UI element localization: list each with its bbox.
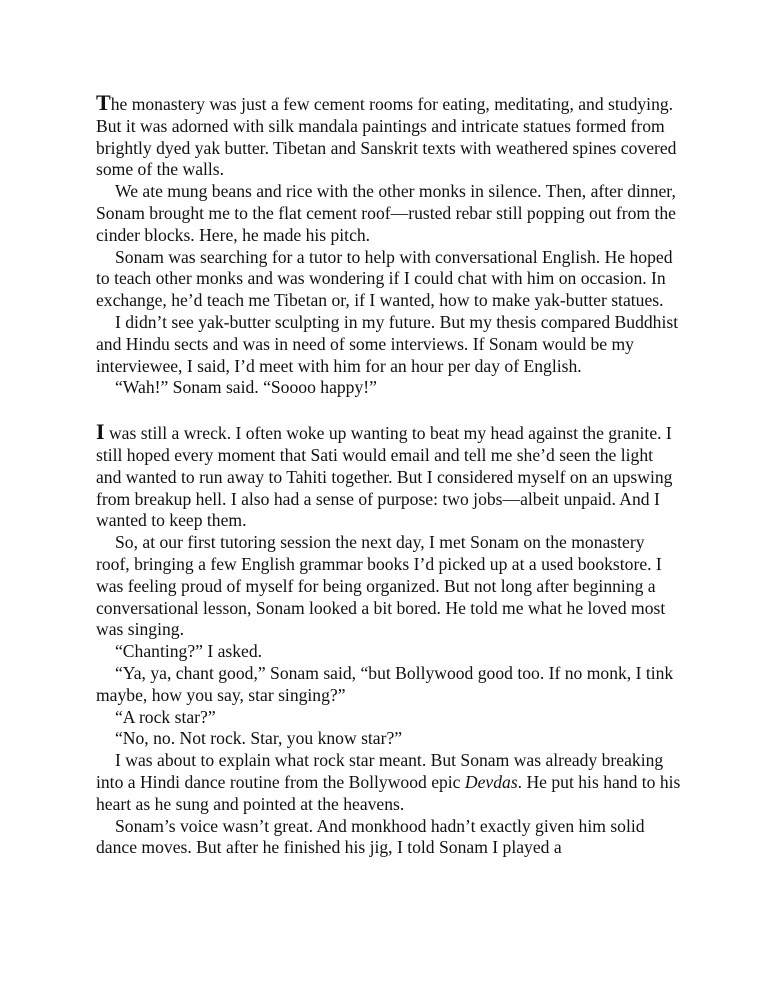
paragraph: [96, 750, 682, 815]
paragraph-text: was still a wreck. I often woke up wanting to beat my head against the granite. I still hoped every moment that Sati would email and tell me she’d seen the light and wanted to run away to Tahiti together. But I considered myself on an upswing from breakup hell. I also had a sense of purpose: two jobs—albeit unpaid. And I wanted to keep them.: [96, 423, 673, 531]
paragraph: “Wah!” Sonam said. “Soooo happy!”: [115, 377, 377, 398]
section-break: [96, 399, 682, 421]
book-page: [96, 92, 682, 859]
paragraph: Sonam was searching for a tutor to help with conversational English. He hoped to teach other monks and was wondering if I could chat with him on occasion. In exchange, he’d teach me Tibetan or, if I wanted, how to make yak-butter statues.: [96, 246, 673, 311]
paragraph: I didn’t see yak-butter sculpting in my future. But my thesis compared Buddhist and Hindu sects and was in need of some interviews. If Sonam would be my interviewee, I said, I’d meet with him for an hour per day of English.: [96, 311, 679, 376]
paragraph: “Chanting?” I asked.: [115, 641, 263, 662]
film-title: Devdas: [464, 771, 518, 792]
paragraph: We ate mung beans and rice with the other monks in silence. Then, after dinner, Sonam brought me to the flat cement roof—rusted rebar still popping out from the cinder blocks. Here, he made his pitch.: [96, 181, 676, 245]
paragraph-text: he monastery was just a few cement rooms for eating, meditating, and studying. But it was adorned with silk mandala paintings and intricate statues formed from brightly dyed yak butter. Tibetan and Sanskrit texts with weathered spines covered some of the walls.: [96, 94, 677, 180]
paragraph: “Ya, ya, chant good,” Sonam said, “but Bollywood good too. If no monk, I tink maybe, how you say, star singing?”: [96, 662, 674, 705]
paragraph-opening: [96, 421, 682, 532]
paragraph-text: I was about to explain what rock star meant. But Sonam was already breaking into a Hindi dance routine from the Bollywood epic: [96, 750, 664, 792]
initial-letter: T: [96, 90, 111, 115]
initial-letter: I: [96, 419, 105, 445]
paragraph-opening: [96, 92, 682, 181]
paragraph-text: . He put his hand to his heart as he sung and pointed at the heavens.: [96, 771, 681, 814]
paragraph: “A rock star?”: [115, 706, 216, 727]
paragraph: So, at our first tutoring session the next day, I met Sonam on the monastery roof, bringing a few English grammar books I’d picked up at a used bookstore. I was feeling proud of myself for being organized. But not long after beginning a conversational lesson, Sonam looked a bit bored. He told me what he loved most was singing.: [96, 532, 666, 640]
paragraph: “No, no. Not rock. Star, you know star?”: [115, 728, 403, 749]
paragraph: Sonam’s voice wasn’t great. And monkhood hadn’t exactly given him solid dance moves. But after he finished his jig, I told Sonam I played a: [96, 815, 645, 858]
